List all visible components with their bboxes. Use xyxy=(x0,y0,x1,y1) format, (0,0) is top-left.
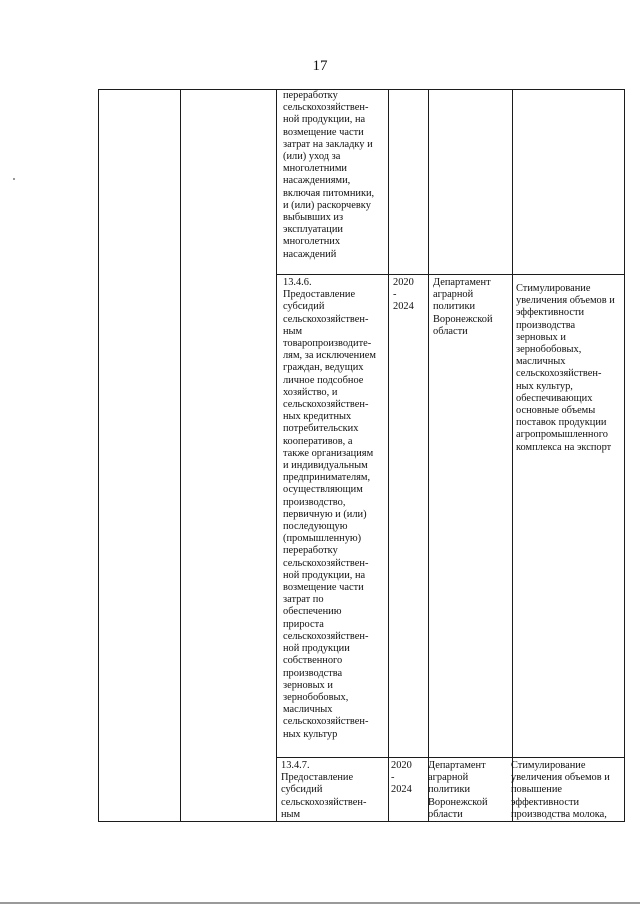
continuation-description: переработку сельскохозяйствен- ной продукции, на возмещение части затрат на закладку и (или) уход за многолетними насаждениями, включая питомники, и (или) раскорчевку выбывших из эксплуатации многолетних насаждений xyxy=(283,90,375,260)
row-13-4-7-result: Стимулирование увеличения объемов и повышение эффективности производства молока, xyxy=(511,760,610,820)
row-13-4-6-description: 13.4.6. Предоставление субсидий сельскохозяйствен- ным товаропроизводите- лям, за исключением граждан, ведущих личное подсобное хозяйство, и сельскохозяйствен- ных кредитных потребительских кооперативов, а также организациям и индивидуальным предпринимателям, осуществляющим производство, первичную и (или) последующую (промышленную) переработку сельскохозяйствен- ной продукции, на возмещение части затрат по обеспечению прироста сельскохозяйствен- ной продукции собственного производства зерновых и зернобобовых, масличных сельскохозяйствен- ных культур xyxy=(283,277,376,740)
row-13-4-7-period: 2020 - 2024 xyxy=(391,760,412,796)
row-13-4-6-result: Стимулирование увеличения объемов и эффективности производства зерновых и зернобобовых, масличных сельскохозяйствен- ных культур, обеспечивающих основные объемы поставок продукции агропромышленного комплекса на экспорт xyxy=(516,283,615,453)
row-13-4-7-description: 13.4.7. Предоставление субсидий сельскохозяйствен- ным xyxy=(281,760,367,820)
row-13-4-6-executor: Департамент аграрной политики Воронежской области xyxy=(433,277,493,337)
bottom-scan-edge xyxy=(0,902,640,904)
row-13-4-7-executor: Департамент аграрной политики Воронежской области xyxy=(428,760,488,820)
scan-speck xyxy=(13,178,15,180)
page-number: 17 xyxy=(312,58,328,74)
row-13-4-6-period: 2020 - 2024 xyxy=(393,277,414,313)
